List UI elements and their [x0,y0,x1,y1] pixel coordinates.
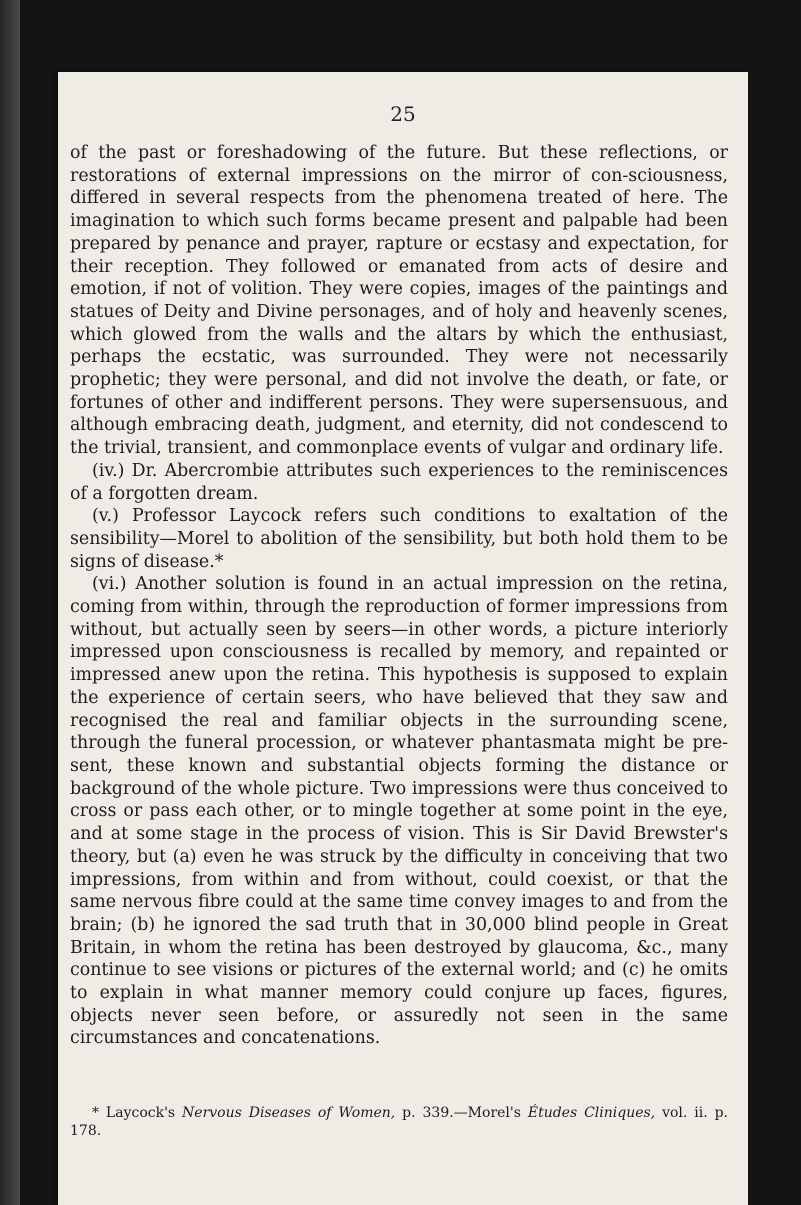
footnote-ref: vol. ii. p. 178. [70,1105,728,1139]
footnote-title: Études Cliniques, [527,1105,656,1121]
footnote-marker: * [92,1105,99,1121]
paragraph: (iv.) Dr. Abercrombie attributes such experiences to the reminiscences of a forgotten dream. [70,460,728,504]
footnote-ref: p. 339.—Morel's [402,1105,521,1121]
footnote [70,1104,728,1140]
book-gutter [0,0,20,1205]
paragraph: of the past or foreshadowing of the future. But these reflections, or restorations of external impressions on the mirror of con-sciousness, differed in several respects from the phenomena treated of here. The imagination to which such forms became present and palpable had been prepared by penance and prayer, rapture or ecstasy and expectation, for their reception. They followed or emanated from acts of desire and emotion, if not of volition. They were copies, images of the paintings and statues of Deity and Divine personages, and of holy and heavenly scenes, which glowed from the walls and the altars by which the enthusiast, perhaps the ecstatic, was surrounded. They were not necessarily prophetic; they were personal, and did not involve the death, or fate, or fortunes of other and indifferent persons. They were supersensuous, and although embracing death, judgment, and eternity, did not condescend to the trivial, transient, and commonplace events of vulgar and ordinary life. [70,143,728,459]
paragraph: (vi.) Another solution is found in an actual impression on the retina, coming from within, through the reproduction of former impressions from without, but actually seen by seers—in other words, a picture interiorly impressed upon consciousness is recalled by memory, and repainted or impressed anew upon the retina. This hypothesis is supposed to explain the experience of certain seers, who have believed that they saw and recognised the real and familiar objects in the surrounding scene, through the funeral procession, or whatever phantasmata might be pre-sent, these known and substantial objects forming the distance or background of the whole picture. Two impressions were thus conceived to cross or pass each other, or to mingle together at some point in the eye, and at some stage in the process of vision. This is Sir David Brewster's theory, but (a) even he was struck by the difficulty in conceiving that two impressions, from within and from without, could coexist, or that the same nervous fibre could at the same time convey images to and from the brain; (b) he ignored the sad truth that in 30,000 blind people in Great Britain, in whom the retina has been destroyed by glaucoma, &c., many continue to see visions or pictures of the external world; and (c) he omits to explain in what manner memory could conjure up faces, figures, objects never seen before, or assuredly not seen in the same circumstances and concatenations. [70,574,728,1049]
book-page [58,72,748,1205]
body-text [70,142,728,1050]
footnote-title: Nervous Diseases of Women, [182,1105,396,1121]
footnote-author: Laycock's [105,1105,176,1121]
paragraph: (v.) Professor Laycock refers such conditions to exaltation of the sensibility—Morel to abolition of the sensibility, but both hold them to be signs of disease.* [70,506,728,572]
page-number: 25 [390,102,416,126]
